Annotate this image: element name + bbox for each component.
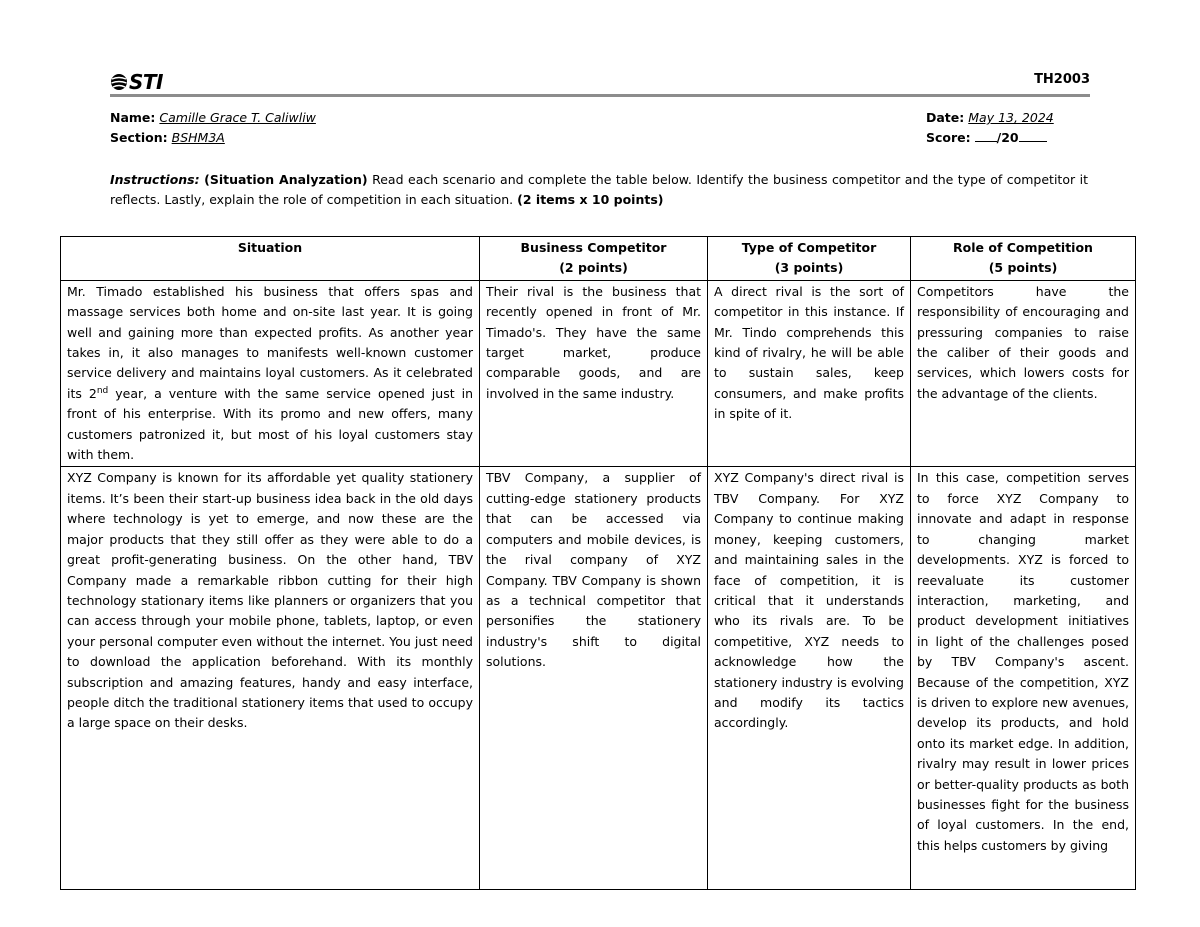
name-label: Name: (110, 110, 156, 125)
situation-cell: XYZ Company is known for its affordable yet quality stationery items. It’s been their start-up business idea back in the old days where technology is yet to emerge, and now these are the major products that they still offer as they were able to do a great profit-generating business. On the other hand, TBV Company made a remarkable ribbon cutting for their high technology stationary items like planners or organizers that you can access through your mobile phone, tablets, laptop, or even your personal computer even without the internet. You just need to download the application beforehand. With its monthly subscription and amazing features, handy and easy interface, people ditch the traditional stationery items that used to occupy a large space on their desks. (61, 467, 480, 890)
table-header-row (61, 237, 1136, 281)
section-line (110, 128, 225, 148)
role-cell: In this case, competition serves to force XYZ Company to innovate and adapt in response to changing market developments. XYZ is forced to reevaluate its customer interaction, marketing, and product development initiatives in light of the challenges posed by TBV Company's ascent. Because of the competition, XYZ is driven to explore new avenues, develop its products, and hold onto its market edge. In addition, rivalry may result in lower prices or better-quality products as both businesses fight for the business of loyal customers. In the end, this helps customers by giving (911, 467, 1136, 890)
instructions-text: Read each scenario and complete the table below. Identify the business competitor and the type of competitor it reflects. Lastly, explain the role of competition in each situation. (110, 172, 1088, 207)
score-total: /20 (996, 130, 1019, 145)
table-row (61, 280, 1136, 467)
role-cell: Competitors have the responsibility of encouraging and pressuring companies to raise the caliber of their goods and services, which lowers costs for the advantage of the clients. (911, 280, 1136, 467)
situation-cell: Mr. Timado established his business that offers spas and massage services both home and on-site last year. It is going well and gaining more than expected profits. As another year takes in, it also manages to manifests well-known customer service delivery and maintains loyal customers. As it celebrated its 2nd year, a venture with the same service opened just in front of his enterprise. With its promo and new offers, many customers patronized it, but most of his loyal customers stay with them. (61, 280, 480, 467)
header-business-competitor: Business Competitor (2 points) (480, 237, 708, 281)
name-line (110, 108, 316, 128)
score-blank-tail (1019, 128, 1047, 142)
date-label: Date: (926, 110, 965, 125)
section-value: BSHM3A (171, 130, 225, 145)
type-cell: A direct rival is the sort of competitor in this instance. If Mr. Tindo comprehends this kind of rivalry, he will be able to sustain sales, keep consumers, and make profits in spite of it. (708, 280, 911, 467)
date-value: May 13, 2024 (968, 110, 1054, 125)
table-row (61, 467, 1136, 890)
competitor-cell: TBV Company, a supplier of cutting-edge stationery products that can be accessed via computers and mobile devices, is the rival company of XYZ Company. TBV Company is shown as a technical competitor that personifies the stationery industry's shift to digital solutions. (480, 467, 708, 890)
page-header (110, 70, 1090, 96)
header-role-of-competition: Role of Competition (5 points) (911, 237, 1136, 281)
score-line (926, 128, 1047, 148)
type-cell: XYZ Company's direct rival is TBV Company. For XYZ Company to continue making money, keeping customers, and maintaining sales in the face of competition, it is critical that it understands who its rivals are. To be competitive, XYZ needs to acknowledge how the stationery industry is evolving and modify its tactics accordingly. (708, 467, 911, 890)
name-value: Camille Grace T. Caliwliw (159, 110, 316, 125)
analysis-table (60, 236, 1136, 890)
instructions-points: (2 items x 10 points) (517, 192, 664, 207)
score-blank (975, 128, 997, 142)
header-type-of-competitor: Type of Competitor (3 points) (708, 237, 911, 281)
instructions-label: Instructions: (110, 172, 200, 187)
score-label: Score: (926, 130, 971, 145)
document-code: TH2003 (1034, 72, 1090, 87)
header-divider (110, 94, 1090, 97)
globe-icon (110, 73, 128, 91)
competitor-cell: Their rival is the business that recently opened in front of Mr. Timado's. They have the same target market, produce comparable goods, and are involved in the same industry. (480, 280, 708, 467)
date-line (926, 108, 1054, 128)
logo-text: STI (129, 70, 163, 94)
instructions-title: (Situation Analyzation) (204, 172, 368, 187)
header-situation: Situation (61, 237, 480, 281)
instructions (110, 170, 1088, 210)
sti-logo (110, 70, 163, 94)
section-label: Section: (110, 130, 168, 145)
